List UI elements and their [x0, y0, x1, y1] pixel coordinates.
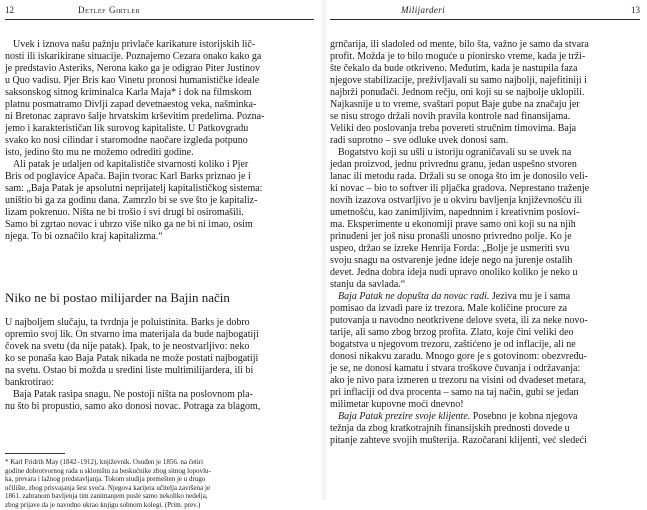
text-line: Uvek i iznova našu pažnju privlače karikature istorijskih lič- — [13, 39, 256, 50]
footnote-line: zbog prijave da je navodno ukrao knjigu sobnom kolegi. (Prim. prev.) — [5, 500, 201, 509]
text-line: prinuđeni jer još nisu pronašli unosno privredno polje. Ko je — [330, 231, 572, 242]
text-line: profit. Možda je to bilo moguće u pionirsko vreme, kada je trži- — [330, 51, 586, 62]
paragraph — [5, 39, 302, 159]
left-page-header — [5, 3, 314, 17]
text-line: u Quo vadisu. Pjer Bris kao Vinetu pronosi humanističke ideale — [5, 75, 260, 86]
text-line: čovek na svetu (da nije patak). Ipak, to je neostvarljivo: neko — [5, 341, 250, 352]
text-line: milimetar kupovne moći dnevno! — [330, 399, 464, 410]
text-run: Posebno je kobna njegova — [470, 411, 578, 422]
text-line: novih izazova ostvarljivo je u okviru bavljenja književnošću ili — [330, 195, 583, 206]
text-line: pri inflaciji od dva procenta – samo na taj način, gubi se jedan — [330, 387, 579, 398]
paragraph — [330, 411, 640, 447]
text-line: šte čekalo da bude otkriveno. Međutim, kada je nastupila faza — [330, 63, 578, 74]
text-line: pomisao da izvadi pare iz trezora. Male količine procure za — [330, 303, 568, 314]
footnote-line: ka, prevara i lažnog predstavljanja. Tokom studija premešten je u drugo — [5, 475, 206, 484]
page-number: 12 — [5, 5, 14, 15]
text-line: najbrži ponuđači. Jednom rečju, oni koji su se najbolje uklopili. — [330, 87, 585, 98]
right-page-header — [330, 3, 640, 17]
text-line: ma. Eksperimente u ekonomiji prave samo oni koji su na njih — [330, 219, 576, 230]
text-line: se nisu strogo držali novih pravila kontrole nad finansijama. — [330, 111, 571, 122]
text-line: Veliki deo poslovanja treba povereti stručnim timovima. Baja — [330, 123, 577, 134]
text-line: nu što bi propustio, samo ako donosi novac. Potraga za blagom, — [5, 401, 261, 412]
text-line — [330, 291, 640, 303]
section-heading: Niko ne bi postao milijarder na Bajin način — [5, 290, 230, 305]
text-line: na svetu. Ostao bi možda u sredini liste multimilijardera, ili bi — [5, 365, 254, 376]
text-line: Najkasnije u to vreme, svaštari poput Baje gube na značaju jer — [330, 99, 580, 110]
text-line: njega. To bi označilo kraj kapitalizma.“ — [5, 231, 163, 242]
text-line: grnčarija, ili sladoled od mente, bilo šta, važno je samo da stvara — [330, 39, 589, 50]
text-line: ko se ponaša kao Baja Patak nikada ne može postati najbogatiji — [5, 353, 259, 364]
left-body-text — [5, 39, 302, 243]
text-line: uspeo, držao se izreke Henrija Forda: „Bolje je usmeriti svu — [330, 243, 570, 254]
header-rule — [5, 19, 314, 20]
text-line: stanju da savlada.“ — [330, 279, 406, 290]
book-gutter — [322, 0, 326, 500]
text-line: isto, jedino što mu ne možemo odrediti godine. — [5, 147, 194, 158]
text-line: Bogatstvo koji su ušli u istoriju ograničavali su se uvek na — [338, 147, 572, 158]
text-line: nosti ili iskarikirane situacije. Poznajemo Cezara onako kako ga — [5, 51, 262, 62]
text-line: ako je nivo para izmeren u trezoru na visini od dvadeset metara, — [330, 375, 587, 386]
right-body-text — [330, 39, 640, 447]
text-line: je se, ne donosi kamatu i stvara troškove čuvanja i održavanja: — [330, 363, 581, 374]
text-line: sam: „Baja Patak je apsolutni neprijatelj kapitalističkog sistema: — [5, 183, 263, 194]
header-rule — [330, 19, 640, 20]
text-line: jemo i karakterističan lik surovog kapitaliste. U Patkovgradu — [5, 123, 249, 134]
text-line: svako ko nosi cilindar i staromodne naočare izgleda potpuno — [5, 135, 248, 146]
left-page — [0, 0, 318, 509]
text-line: Bris od poglavice Apača. Bajin tvorac Karl Barks priznao je i — [5, 171, 251, 182]
text-line — [330, 411, 640, 423]
footnote — [5, 458, 305, 510]
footnote-line: * Karl Fridrih May (1842–1912), književnik. Osuđen je 1856. na četiri — [5, 458, 204, 466]
text-line: uništio bi ga za godinu dana. Zamrzlo bi se sve što je kapitaliz- — [5, 195, 258, 206]
text-line: njegove stabilizacije, preživljavali su samo najbolji, najefitiniji i — [330, 75, 587, 86]
section-body-text — [5, 317, 302, 413]
text-line: tarije, ali samo zbog brzog profita. Zlato, koje čini veliki deo — [330, 327, 574, 338]
running-head-chapter: Milijarderi — [401, 5, 446, 15]
text-line: opremio svoj lik. On stvarno ima materijala da bude najbogatiji — [5, 329, 259, 340]
text-line: ki novac – bio to softver ili pljačka gradova. Neprestano traženje — [330, 183, 590, 194]
footnote-line: učilište, zbog prisvajanja šest sveća. Njegova karijera učitelja završena je — [5, 483, 211, 492]
footnote-line: godine dobrotvornog rada u skloništu za beskućnike zbog sitnog lopovlu- — [5, 466, 211, 475]
text-line: težnja da zbog kratkotrajnih finansijskih prednosti dovede u — [330, 423, 570, 434]
text-line: jedan proizvod, jednu privrednu granu, jedan uspešno stvoren — [330, 159, 577, 170]
footnote-line: 1861. zabranom bavljenja tim zanimanjem posle samo nekoliko nedelja, — [5, 492, 208, 501]
text-line: je predstavio Asteriks, Nerona kako ga je odigrao Piter Justinov — [5, 63, 260, 74]
italic-lead: Baja Patak ne dopušta da novac radi. — [338, 291, 490, 302]
text-line: donosi nikakvu zaradu. Mnogo gore je s gotovinom: obezvređu- — [330, 351, 587, 362]
text-line: devet. Jedna dobra ideja nudi upravo onoliko koliko je neko u — [330, 267, 578, 278]
paragraph — [330, 39, 640, 147]
text-line: putovanja u navodno neotkrivene delove sveta, ili za neke novo- — [330, 315, 588, 326]
footnote-rule — [5, 453, 65, 454]
text-line: Ali patak je udaljen od kapitalističe stvarnosti koliko i Pjer — [13, 159, 249, 170]
text-line: U najboljem slučaju, ta tvrdnja je poluistinita. Barks je dobro — [5, 317, 250, 328]
paragraph — [5, 317, 302, 389]
text-line: svoju snagu na ostvarenje jedne ideje nego na jurenje ostalih — [330, 255, 573, 266]
text-line: umetnošću, kao zanimljivim, napednnim i kreativnim poslovi- — [330, 207, 580, 218]
text-line: radi suprotno – sve odluke uvek donosi sam. — [330, 135, 509, 146]
text-line: Samo bi zgrtao novac i ubrzo više niko ga ne bi ni imao, osim — [5, 219, 253, 230]
text-line: bogatstva u njegovom trezoru, zaštićeno je od inflacije, ali ne — [330, 339, 576, 350]
text-line: platnu posmatramo Divlji zapad devetnaestog veka, našminka- — [5, 99, 257, 110]
paragraph — [330, 291, 640, 411]
text-line: bankrotirao: — [5, 377, 54, 388]
text-line: Baja Patak rasipa snagu. Ne postoji ništa na poslovnom pla- — [13, 389, 253, 400]
text-line: saksonskog sitnog kriminalca Karla Maja* i dok na filmskom — [5, 87, 252, 98]
running-head-author: Detlef Girtler — [78, 5, 141, 15]
paragraph — [5, 159, 302, 243]
text-line: pitanje zahteve svojih mušterija. Razočarani klijenti, već sledeći — [330, 435, 587, 446]
text-line: ni Bretonac zapravo šalje hrvatskim krševitim predelima. Pozna- — [5, 111, 265, 122]
page-number: 13 — [631, 5, 640, 15]
right-page — [330, 0, 647, 500]
paragraph — [5, 389, 302, 413]
text-line: lanac ili metodu rada. Držali su se onoga što im je donosilo veli- — [330, 171, 588, 182]
paragraph — [330, 147, 640, 291]
text-run: Jeziva mu je i sama — [489, 291, 571, 302]
italic-lead: Baja Patak prezire svoje klijente. — [338, 411, 471, 422]
text-line: lizam pokrenuo. Ništa ne bi trošio i svi drugi bi osiromašili. — [5, 207, 244, 218]
